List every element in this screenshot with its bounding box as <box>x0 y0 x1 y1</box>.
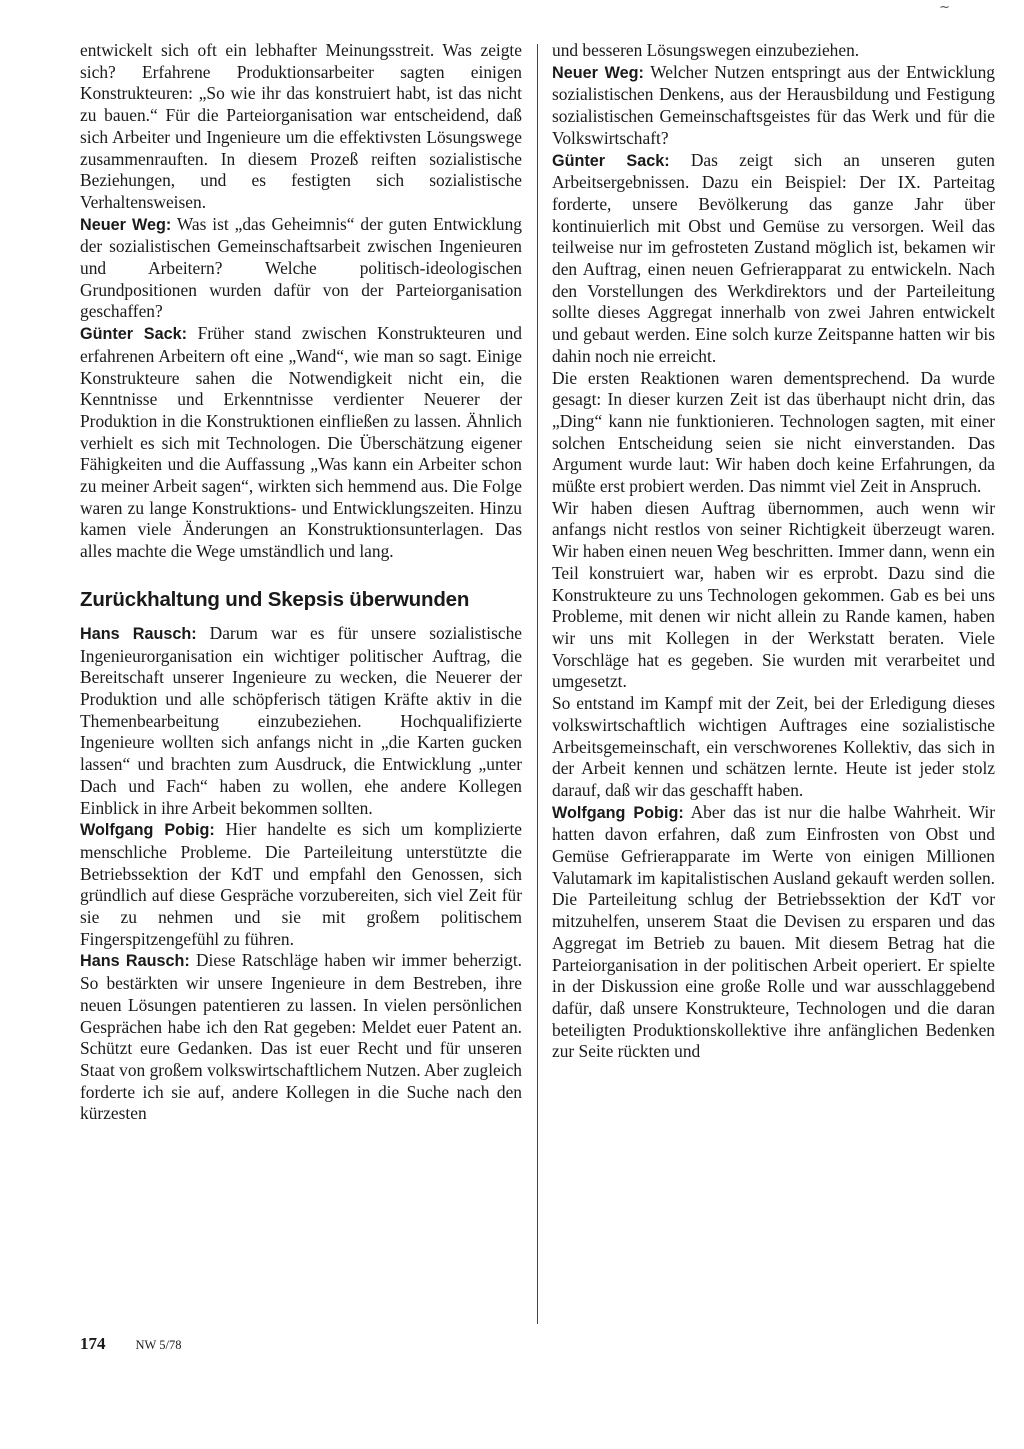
paragraph <box>80 950 522 1125</box>
speaker-label: Hans Rausch: <box>80 624 197 643</box>
speaker-label: Hans Rausch: <box>80 952 190 971</box>
speaker-label: Günter Sack: <box>80 325 187 344</box>
paragraph <box>80 623 522 819</box>
page-footer <box>80 1334 181 1354</box>
paragraph-text: Darum war es für unsere sozialistische Ingenieurorganisation ein wichtiger politischer Auftrag, die Bereitschaft unserer Ingenieure zu wecken, die Neuerer der Produktion und alle schöpferisch tätigen Kräfte aktiv in die Themenbearbeitung einzubeziehen. Hochqualifizierte Ingenieure wollten sich anfangs nicht in „die Karten gucken lassen“ und brachten zum Ausdruck, die Entwicklung „unter Dach und Fach“ haben zu wollen, ehe andere Kollegen Einblick in ihre Arbeit bekommen sollten. <box>80 622 522 818</box>
paragraph <box>552 62 995 150</box>
speaker-label: Neuer Weg: <box>80 215 172 234</box>
paragraph-text: und besseren Lösungswegen einzubeziehen. <box>552 40 860 60</box>
paragraph-text: Diese Ratschläge haben wir immer beherzigt. So bestärkten wir unsere Ingenieure in dem Bestreben, ihre neuen Lösungen patentieren zu lassen. In vielen persönlichen Gesprächen habe ich den Rat gegeben: Meldet euer Patent an. Schützt eure Gedanken. Das ist euer Recht und für unseren Staat von großem volkswirtschaftlichem Nutzen. Aber zugleich forderte ich sie auf, andere Kollegen in die Suche nach den kürzesten <box>80 950 522 1124</box>
paragraph <box>552 693 995 802</box>
paragraph-text: Aber das ist nur die halbe Wahrheit. Wir hatten davon erfahren, daß zum Einfrosten von Obst und Gemüse Gefrierapparate im Werte von einigen Millionen Valutamark im kapitalistischen Ausland gekauft werden sollen. Die Parteileitung schlug der Betriebssektion der KdT vor mitzuhelfen, unserem Staat die Devisen zu ersparen und das Aggregat im Betrieb zu bauen. Mit diesem Betrag hat die Parteiorganisation in der politischen Arbeit operiert. Er spielte in der Diskussion eine große Rolle und war ausschlaggebend dafür, daß unsere Konstrukteure, Technologen und die daran beteiligten Produktionskollektive ihre anfänglichen Bedenken zur Seite rückten und <box>552 801 995 1062</box>
right-column <box>552 40 995 1063</box>
paragraph-text: Das zeigt sich an unseren guten Arbeitsergebnissen. Dazu ein Beispiel: Der IX. Parteitag forderte, unsere Bevölkerung das ganze Jahr über kontinuierlich mit Obst und Gemüse zu versorgen. Weil das teilweise nur im gefrosteten Zustand möglich ist, bekamen wir den Auftrag, einen neuen Gefrierapparat zu entwickeln. Nach den Vorstellungen des Werkdirektors und der Parteileitung sollte dieses Aggregat innerhalb von zwei Jahren entwickelt und gebaut werden. Eine solch kurze Zeitspanne hatten wir bis dahin noch nie erreicht. <box>552 149 995 366</box>
paragraph <box>552 40 995 62</box>
paragraph <box>552 150 995 368</box>
page-number: 174 <box>80 1334 106 1353</box>
paragraph-text: Hier handelte es sich um komplizierte menschliche Probleme. Die Parteileitung unterstützte die Betriebssektion der KdT und empfahl den Genossen, sich gründlich auf diese Gespräche vorzubereiten, sich viel Zeit für sie zu nehmen und sie mit großem politischem Fingerspitzengefühl zu führen. <box>80 819 522 949</box>
section-heading: Zurückhaltung und Skepsis überwunden <box>80 587 470 611</box>
issue-label: NW 5/78 <box>135 1338 182 1352</box>
speaker-label: Wolfgang Pobig: <box>80 821 215 840</box>
paragraph <box>552 802 995 1063</box>
paragraph-text: Früher stand zwischen Konstrukteuren und erfahrenen Arbeitern oft eine „Wand“, wie man so sagt. Einige Konstrukteure sahen die Notwendigkeit nicht ein, die Kenntnisse und Erkenntnisse verdienter Neuerer der Produktion in die Konstruktionen einfließen zu lassen. Ähnlich verhielt es sich mit Technologen. Die Überschätzung eigener Fähigkeiten und die Auffassung „Was kann ein Arbeiter schon zu meiner Arbeit sagen“, wirkten sich hemmend aus. Die Folge waren zu lange Konstruktions- und Entwicklungszeiten. Hinzu kamen viele Änderungen an Konstruktionsunterlagen. Das alles machte die Wege umständlich und lang. <box>80 323 522 562</box>
speaker-label: Günter Sack: <box>552 151 670 170</box>
paragraph-text: entwickelt sich oft ein lebhafter Meinungsstreit. Was zeigte sich? Erfahrene Produktionsarbeiter sagten einigen Konstrukteuren: „So wie ihr das konstruiert habt, ist das nicht zu bauen.“ Für die Parteiorganisation war entscheidend, daß sich Arbeiter und Ingenieure um die effektivsten Lösungswege zusammenrauften. In diesem Prozeß reiften sozialistische Beziehungen, und es festigten sich sozialistische Verhaltensweisen. <box>80 40 522 212</box>
paragraph-text: Welcher Nutzen entspringt aus der Entwicklung sozialistischen Denkens, aus der Herausbildung und Festigung sozialistischen Gemeinschaftsgeistes für das Werk und für die Volkswirtschaft? <box>552 61 995 148</box>
paragraph-text: Die ersten Reaktionen waren dementsprechend. Da wurde gesagt: In dieser kurzen Zeit ist das überhaupt nicht drin, das „Ding“ kann nie funktionieren. Technologen sagten, mit einer solchen Entscheidung seien sie nicht einverstanden. Das Argument wurde laut: Wir haben doch keine Erfahrungen, da müßte erst probiert werden. Das nimmt viel Zeit in Anspruch. <box>552 367 995 497</box>
speaker-label: Wolfgang Pobig: <box>552 803 684 822</box>
paragraph <box>80 40 522 214</box>
corner-mark: ~ <box>939 0 950 15</box>
left-column <box>80 40 522 1125</box>
paragraph-text: So entstand im Kampf mit der Zeit, bei der Erledigung dieses volkswirtschaftlich wichtigen Auftrages eine sozialistische Arbeitsgemeinschaft, ein verschworenes Kollektiv, das sich in der Arbeit kennen und schätzen lernte. Heute ist jeder stolz darauf, daß wir das geschafft haben. <box>552 693 995 800</box>
paragraph-text: Wir haben diesen Auftrag übernommen, auch wenn wir anfangs nicht restlos von seiner Richtigkeit überzeugt waren. Wir haben einen neuen Weg beschritten. Immer dann, wenn ein Teil konstruiert war, haben wir es erprobt. Dazu sind die Konstrukteure zu uns Technologen gekommen. Gab es bei uns Probleme, mit denen wir nicht allein zu Rande kamen, haben wir uns mit Kollegen in der Werkstatt beraten. Viele Vorschläge hat es gegeben. Sie wurden mit verarbeitet und umgesetzt. <box>552 497 995 692</box>
speaker-label: Neuer Weg: <box>552 63 644 82</box>
paragraph <box>80 323 522 563</box>
paragraph <box>552 498 995 693</box>
paragraph <box>552 368 995 498</box>
paragraph <box>80 819 522 950</box>
paragraph-text: Was ist „das Geheimnis“ der guten Entwicklung der sozialistischen Gemeinschaftsarbeit zwischen Ingenieuren und Arbeitern? Welche politisch-ideologischen Grundpositionen wurden dafür von der Parteiorganisation geschaffen? <box>80 213 522 322</box>
column-divider <box>537 44 538 1324</box>
paragraph <box>80 214 522 324</box>
